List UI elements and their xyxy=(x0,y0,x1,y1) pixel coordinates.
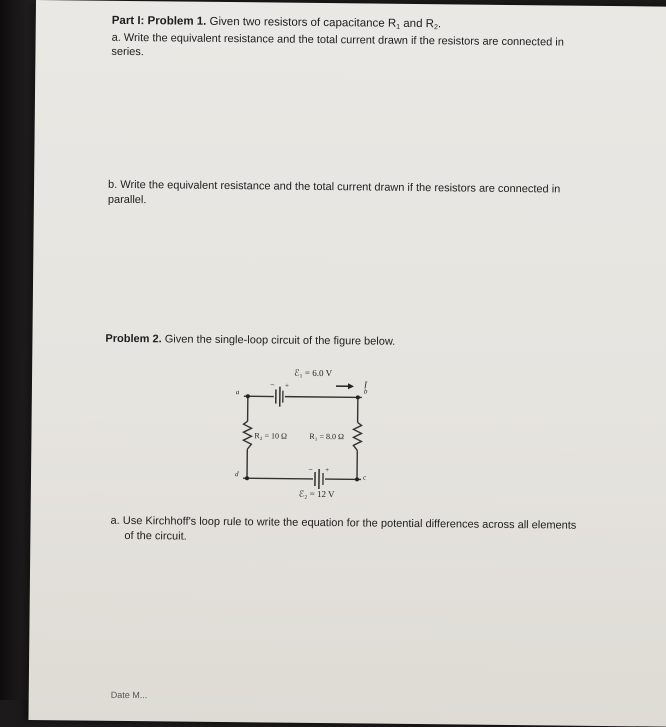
resistor-r1 xyxy=(353,422,361,450)
part1-question-b-line2: parallel. xyxy=(108,194,147,206)
battery-emf2 xyxy=(315,469,323,489)
node-a-dot xyxy=(246,394,250,398)
emf1-plus: + xyxy=(285,382,289,390)
problem2-intro: Given the single-loop circuit of the figure below. xyxy=(165,333,396,347)
resistor-r2 xyxy=(243,421,251,449)
problem2-question-a-line1: a. Use Kirchhoff's loop rule to write the equation for the potential differences across all elements xyxy=(110,515,576,532)
emf2-plus: + xyxy=(325,466,329,474)
problem2-title-line xyxy=(105,333,395,348)
node-b-label: b xyxy=(364,387,368,395)
node-d-dot xyxy=(245,476,249,480)
emf1-minus: − xyxy=(270,380,275,389)
node-d-label: d xyxy=(235,470,239,478)
cut-off-footer-text: Date M... xyxy=(111,690,148,700)
emf1-label: ℰ₁ = 6.0 V xyxy=(294,368,333,378)
part1-question-b-line1: b. Write the equivalent resistance and the total current drawn if the resistors are connected in xyxy=(108,179,560,196)
wire-bottom-left xyxy=(243,478,313,479)
node-a-label: a xyxy=(236,388,240,396)
part1-title-line: Part I: Problem 1. Given two resistors of capacitance $R_1$ and $R_2$. xyxy=(112,15,441,31)
wire-top-right xyxy=(285,397,362,398)
part1-question-a-line1: a. Write the equivalent resistance and the total current drawn if the resistors are connected in xyxy=(112,32,564,49)
part1-question-a-line2: series. xyxy=(111,46,144,58)
node-c-label: c xyxy=(363,473,367,481)
emf2-label: ℰ₂ = 12 V xyxy=(299,489,335,499)
r1-subscript: 1 xyxy=(396,24,400,31)
current-arrow xyxy=(336,383,354,389)
node-c-dot xyxy=(355,477,359,481)
circuit-diagram xyxy=(217,358,378,500)
problem2-heading: Problem 2. xyxy=(105,333,161,346)
part1-heading: Part I: Problem 1. xyxy=(112,15,207,28)
r2-label: R₂ = 10 Ω xyxy=(254,431,287,440)
current-label: I xyxy=(363,379,368,389)
emf2-minus: − xyxy=(308,465,313,474)
r2-subscript: 2 xyxy=(434,24,438,31)
r1-label: R₁ = 8.0 Ω xyxy=(309,432,344,441)
part1-and: and R xyxy=(403,18,434,30)
worksheet-page xyxy=(28,0,666,727)
node-b-dot xyxy=(356,395,360,399)
battery-emf1 xyxy=(276,387,283,407)
part1-intro: Given two resistors of capacitance R xyxy=(210,16,397,30)
problem2-question-a-line2: of the circuit. xyxy=(124,530,186,543)
